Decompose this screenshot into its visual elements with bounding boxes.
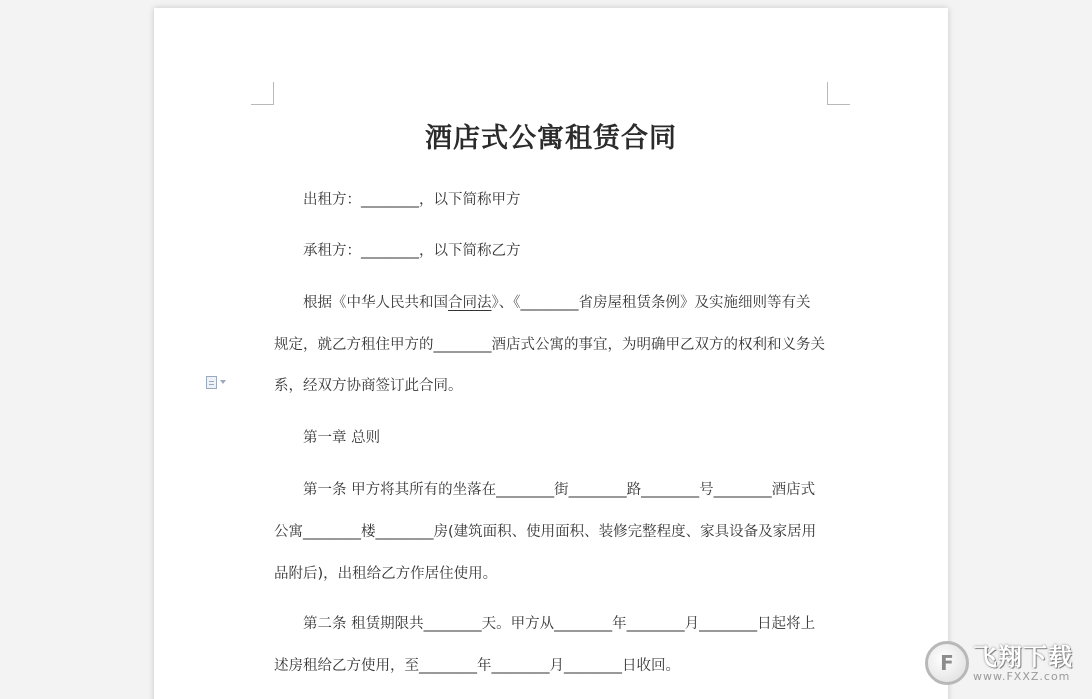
basis-text-post: 》、《________省房屋租赁条例》及实施细则等有关	[491, 295, 811, 311]
chevron-down-icon	[220, 380, 226, 384]
document-page[interactable]	[154, 8, 948, 699]
paragraph-lessee[interactable]: 承租方：________，以下简称乙方	[303, 243, 521, 259]
contract-law-link[interactable]: 合同法	[448, 295, 492, 311]
basis-text-pre: 根据《中华人民共和国	[303, 295, 448, 311]
paragraph-basis-line-1[interactable]	[303, 291, 811, 312]
paragraph-basis-line-3[interactable]: 系，经双方协商签订此合同。	[274, 378, 463, 394]
watermark-logo: F	[925, 641, 969, 685]
document-title[interactable]: 酒店式公寓租赁合同	[425, 123, 677, 154]
site-watermark	[925, 637, 1085, 689]
paragraph-lessor[interactable]: 出租方：________，以下简称甲方	[303, 192, 521, 208]
article-1-line-1[interactable]: 第一条 甲方将其所有的坐落在________街________路________号________酒店式	[303, 482, 816, 498]
article-1-line-2[interactable]: 公寓________楼________房(建筑面积、使用面积、装修完整程度、家具设备及家居用	[274, 524, 817, 540]
watermark-brand-en: www.FXXZ.com	[973, 670, 1071, 683]
article-2-line-2[interactable]: 述房租给乙方使用，至________年________月________日收回。	[274, 658, 680, 674]
article-2-line-1[interactable]: 第二条 租赁期限共________天。甲方从________年________月________日起将上	[303, 616, 816, 632]
watermark-brand-cn: 飞翔下载	[973, 643, 1073, 671]
paragraph-basis-line-2[interactable]: 规定，就乙方租住甲方的________酒店式公寓的事宜，为明确甲乙双方的权利和义务关	[274, 337, 825, 353]
article-1-line-3[interactable]: 品附后)，出租给乙方作居住使用。	[274, 566, 498, 582]
crop-mark-top-right	[827, 82, 850, 105]
watermark-text	[973, 643, 1073, 683]
chapter-heading[interactable]: 第一章 总则	[303, 430, 381, 446]
paragraph-menu-button[interactable]	[206, 374, 236, 390]
document-icon	[206, 376, 217, 389]
crop-mark-top-left	[251, 82, 274, 105]
